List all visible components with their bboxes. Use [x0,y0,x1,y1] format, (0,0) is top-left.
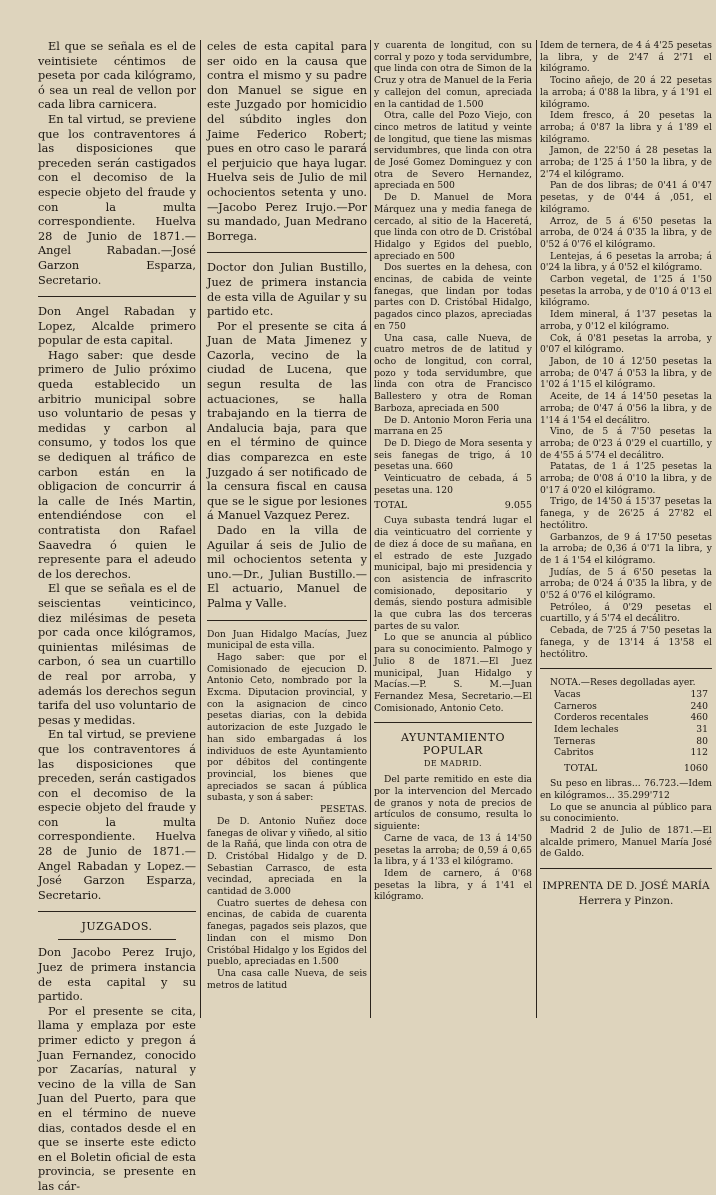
item-value: 1.500 [312,956,339,968]
total-row [374,500,532,511]
total-value: 9.055 [504,500,532,512]
item-entry: De D. Diego de Mora sesenta y seis fanegas de trigo, á 10 pesetas una. 660 [374,437,532,473]
separator [58,939,176,940]
price-entry: Jabon, de 10 á 12'50 pesetas la arroba; de 0'47 á 0'53 la libra, y de 1'02 á 1'15 el kilógramo. [540,355,712,391]
item-entry: y cuarenta de longitud, con su corral y pozo y toda servidumbre, que linda con otra de Simon de la Cruz y otra de Manuel de la Feria y callejon del comun, apreciada en la cantidad de 1.500 [374,40,532,110]
item-entry: Veinticuatro de cebada, á 5 pesetas una. 120 [374,473,532,496]
item-entry: De D. Antonio Moron Feria una marrana en 25 [374,414,532,438]
price-entry: Tocino añejo, de 20 á 22 pesetas la arroba; á 0'88 la libra, y á 1'91 el kilógramo. [540,75,712,110]
paragraph: Idem de carnero, á 0'68 pesetas la libra, y á 1'41 el kilógramo. [374,868,532,903]
paragraph: Cuya subasta tendrá lugar el dia veinticuatro del corriente y de diez á doce de su mañana, en el estrado de este Juzgado municipal, bajo mi presidencia y con asistencia de infrascrito comisionado, depositario y demás, siendo postura admisible la que cubra las dos terceras partes de su valor. [374,515,532,632]
total-label: TOTAL [374,500,408,512]
separator [374,722,532,723]
paragraph: Del parte remitido en este dia por la intervencion del Mercado de granos y nota de precios de artículos de consumo, resulta lo siguiente: [374,774,532,833]
separator [38,296,196,297]
price-entry: Idem de ternera, de 4 á 4'25 pesetas la libra, y de 2'47 á 2'71 el kilógramo. [540,40,712,75]
item-entry: De D. Antonio Nuñez doce fanegas de olivar y viñedo, al sitio de la Rañá, que linda con otra de D. Cristóbal Hidalgo y de D. Sebastian Carrasco, de esta vecindad, apreciada en la cantidad de 3.000 [207,815,367,898]
total-label: TOTAL [564,763,598,775]
section-subheading: DE MADRID. [423,759,483,769]
column-divider [536,40,537,1018]
nota-heading: NOTA.—Reses degolladas ayer. [550,677,696,689]
item-value: 1.500 [457,98,484,110]
edict-title: Don Jacobo Perez Irujo, Juez de primera instancia de esta capital y su partido. [38,946,196,1004]
column-3 [374,40,532,1018]
total-value: 1060 [683,763,708,775]
price-entry: Aceite, de 14 á 14'50 pesetas la arroba; de 0'47 á 0'56 la libra, y de 1'14 á 1'54 el decálitro. [540,391,712,426]
separator [540,868,712,869]
item-value: 660 [435,461,453,473]
reses-row: Idem lechales 31 [554,724,708,736]
price-entry: Pan de dos libras; de 0'41 á 0'47 pesetas, y de 0'44 á ,051, el kilógramo. [540,180,712,215]
reses-row: Corderos recentales 460 [554,712,708,724]
item-value: 500 [437,180,455,192]
price-entry: Idem mineral, á 1'37 pesetas la arroba, y 0'12 el kilógramo. [540,309,712,332]
item-value: 3.000 [264,886,291,898]
edict-title: Don Juan Hidalgo Macías, Juez municipal de esta villa. [207,628,367,652]
edict-title: Don Angel Rabadan y Lopez, Alcalde primero popular de esta capital. [38,305,196,348]
price-entry: Cok, á 0'81 pesetas la arroba, y 0'07 el kilógramo. [540,332,712,356]
item-entry: Dos suertes en la dehesa, con encinas, de cabida de veinte fanegas, que lindan por todas partes con D. Cristóbal Hidalgo, pagados cinco plazos, apreciadas en 750 [374,262,532,332]
reses-row: Cabritos 112 [554,747,708,759]
item-entry: De D. Manuel de Mora Márquez una y media fanega de cercado, al sitio de la Haceretá, que linda con otro de D. Cristóbal Hidalgo y Egidos del pueblo, apreciado en 500 [374,192,532,262]
paragraph: Dado en la villa de Aguilar á seis de Julio de mil ochocientos setenta y uno.—Dr., Julian Bustillo.—El actuario, Manuel de Palma y Valle. [207,524,367,610]
imprint-line: Herrera y Pinzon. [578,895,674,908]
paragraph: Por el presente se cita, llama y emplaza por este primer edicto y pregon á Juan Fernandez, conocido por Zacarías, natural y vecino de la villa de San Juan del Puerto, para que en el término de nueve dias, contados desde el en que se inserte este edicto en el Boletin oficial de esta provincia, se presente en las cár- [38,1004,196,1193]
item-value: 120 [435,484,453,496]
imprint-line: IMPRENTA DE D. JOSÉ MARÍA [542,880,710,893]
reses-row: Vacas 137 [554,688,708,700]
paragraph: Hago saber: que desde primero de Julio próximo queda establecido un arbitrio municipal sobre uso voluntario de pesas y medidas y carbon al consumo, y todos los que se dediquen al tráfico de carbon están en la obligacion de concurrir á la calle de Inés Martin, entendiéndose con el contratista don Rafael Saavedra ó quien le represente para el adeudo de los derechos. [38,348,196,581]
separator [540,668,712,669]
price-entry: Trigo, de 14'50 á 15'37 pesetas la fanega, y de 26'25 á 27'82 el hectólitro. [540,496,712,531]
item-value: 750 [388,320,406,332]
separator [207,620,367,621]
price-entry: Cebada, de 7'25 á 7'50 pesetas la fanega, y de 13'14 á 13'58 el hectólitro. [540,625,712,660]
price-entry: Idem fresco, á 20 pesetas la arroba; á 0'87 la libra y á 1'89 el kilógramo. [540,110,712,145]
price-entry: Carbon vegetal, de 1'25 á 1'50 pesetas la arroba, y de 0'10 á 0'13 el kilógramo. [540,274,712,309]
column-divider [370,40,371,1018]
total-row [540,763,712,774]
price-entry: Arroz, de 5 á 6'50 pesetas la arroba, de 0'24 á 0'35 la libra, y de 0'52 á 0'76 el kilógramo. [540,215,712,250]
paragraph: El que se señala es el de veintisiete céntimos de peseta por cada kilógramo, ó sea un real de vellon por cada libra carnicera. [38,40,196,112]
pesetas-label: PESETAS. [319,804,367,816]
item-entry: Una casa, calle Nueva, de cuatro metros de de latitud y ocho de longitud, con corral, pozo y toda servidumbre, que linda con otra de Francisco Ballestero y otra de Roman Barboza, apreciada en 500 [374,332,532,414]
paragraph: Lo que se anuncia al público para su conocimiento. [540,801,712,825]
section-heading: AYUNTAMIENTO POPULAR [401,731,505,758]
item-entry: Otra, calle del Pozo Viejo, con cinco metros de latitud y veinte de longitud, que tiene las mismas servidumbres, que linda con otra de José Gomez Dominguez y con otra de Severo Hernandez, apreciada en 500 [374,110,532,192]
item-value: 500 [481,402,500,414]
paragraph: En tal virtud, se previene que los contraventores á las disposiciones que preceden serán castigados con el decomiso de la especie objeto del fraude y con la multa correspondiente. Huelva 28 de Junio de 1871.—Angel Rabadan.—José Garzon Esparza, Secretario. [38,112,196,287]
column-4 [540,40,712,1018]
price-entry: Garbanzos, de 9 á 17'50 pesetas la arroba; de 0,36 á 0'71 la libra, y de 1 á 1'54 el kilógramo. [540,531,712,566]
price-entry: Petróleo, á 0'29 pesetas el cuartillo, y á 5'74 el decálitro. [540,601,712,625]
edict-title: Doctor don Julian Bustillo, Juez de primera instancia de esta villa de Aguilar y su partido etc. [207,261,367,319]
column-1 [38,40,196,1193]
section-heading: JUZGADOS. [81,920,153,934]
paragraph: El que se señala es el de seiscientas veinticinco, diez milésimas de peseta por cada once kilógramos, quinientas milésimas de carbon, ó sea un cuartillo de real por arroba, y además los derechos segun tarifa del uso voluntario de pesas y medidas. [38,582,196,727]
price-entry: Vino, de 5 á 7'50 pesetas la arroba; de 0'23 á 0'29 el cuartillo, y de 4'55 á 5'74 el decálitro. [540,426,712,461]
separator [207,252,367,253]
paragraph: Su peso en libras... 76.723.—Idem en kilógramos... 35.299'712 [540,778,712,801]
paragraph: En tal virtud, se previene que los contraventores á las disposiciones que preceden, serán castigados con el decomiso de la especie objeto del fraude y con la multa correspondiente. Huelva 28 de Junio de 1871.—Angel Rabadan y Lopez.—José Garzon Esparza, Secretario. [38,728,196,902]
price-entry: Judías, de 5 á 6'50 pesetas la arroba; de 0'24 á 0'35 la libra, y de 0'52 á 0'76 el kilógramo. [540,566,712,602]
paragraph: Lo que se anuncia al público para su conocimiento. Palmogo y Julio 8 de 1871.—El Juez municipal, Juan Hidalgo y Macías.—P. S. M.—Juan Fernandez Mesa, Secretario.—El Comisionado, Antonio Ceto. [374,632,532,714]
item-value: 25 [431,426,443,438]
item-entry: Cuatro suertes de dehesa con encinas, de cabida de cuarenta fanegas, pagados seis plazos, que lindan con el mismo Don Cristóbal Hidalgo y los Egidos del pueblo, apreciadas en 1.500 [207,897,367,968]
price-entry: Patatas, de 1 á 1'25 pesetas la arroba; de 0'08 á 0'10 la libra, y de 0'17 á 0'20 el kilógramo. [540,461,712,496]
separator [38,911,196,912]
price-entry: Lentejas, á 6 pesetas la arroba; á 0'24 la libra, y á 0'52 el kilógramo. [540,250,712,274]
reses-row: Terneras 80 [554,735,708,747]
paragraph: Una casa calle Nueva, de seis metros de latitud [207,967,367,991]
column-divider [200,40,201,1018]
imprint [540,879,712,909]
paragraph: Madrid 2 de Julio de 1871.—El alcalde primero, Manuel María José de Galdo. [540,825,712,860]
item-value: 500 [437,250,455,262]
reses-row: Carneros 240 [554,700,708,712]
paragraph: Carne de vaca, de 13 á 14'50 pesetas la arroba; de 0,59 á 0,65 la libra, y á 1'33 el kilógramo. [374,832,532,868]
column-label-row [207,804,367,816]
paragraph: celes de esta capital para ser oido en la causa que contra el mismo y su padre don Manuel se sigue en este Juzgado por homicidio del súbdito ingles don Jaime Federico Robert; pues en otro caso le parará el perjuicio que haya lugar. Huelva seis de Julio de mil ochocientos setenta y uno.—Jacobo Perez Irujo.—Por su mandado, Juan Medrano Borrega. [207,40,367,243]
price-entry: Jamon, de 22'50 á 28 pesetas la arroba; de 1'25 á 1'50 la libra, y de 2'74 el kilógramo. [540,145,712,180]
paragraph: Hago saber: que por el Comisionado de ejecucion D. Antonio Ceto, nombrado por la Excma. Diputacion provincial, y con la asignacion de cinco pesetas diarias, con la debida autorizacion de este Juzgado le han sido embargadas á los individuos de este Ayuntamiento por débitos del contingente provincial, los bienes que apreciados se sacan á pública subasta, y son á saber: [207,651,367,804]
paragraph: Por el presente se cita á Juan de Mata Jimenez y Cazorla, vecino de la ciudad de Lucena, que segun resulta de las actuaciones, se halla trabajando en la tierra de Andalucia baja, para que en el término de quince dias comparezca en este Juzgado á ser notificado de la censura fiscal en causa que se le sigue por lesiones á Manuel Vazquez Perez. [207,319,367,523]
column-2 [207,40,367,1018]
